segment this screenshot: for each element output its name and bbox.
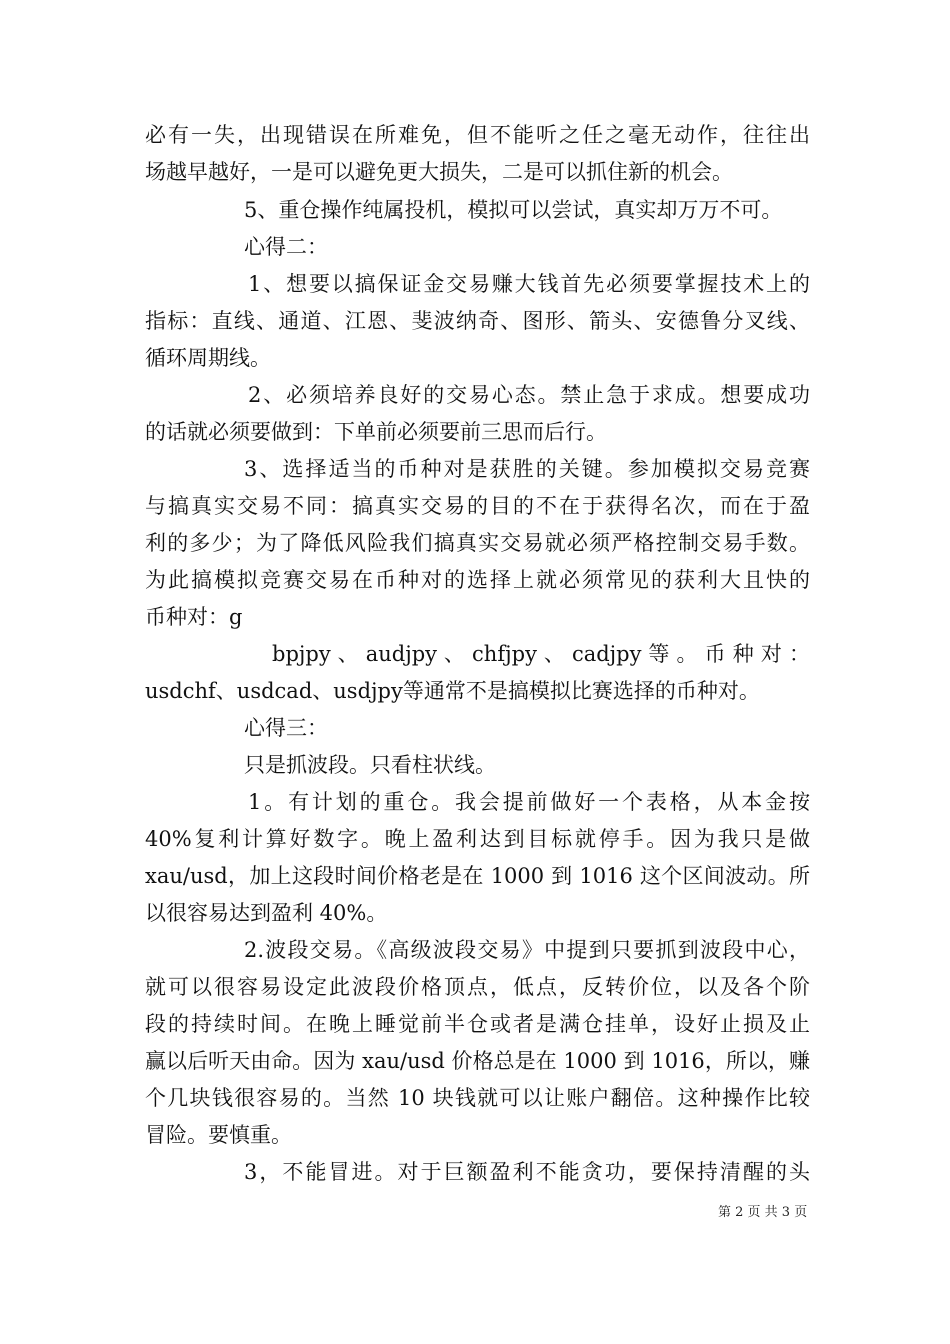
text-line: 场越早越好，一是可以避免更大损失，二是可以抓住新的机会。: [145, 160, 733, 184]
section-heading: 心得三：: [244, 716, 328, 740]
text-line: 5、重仓操作纯属投机，模拟可以尝试，真实却万万不可。: [244, 198, 783, 222]
text-line: 币种对：g: [145, 605, 243, 629]
text-line: bpjpy 、 audjpy 、 chfjpy 、 cadjpy 等 。 币 种 对 ：: [272, 642, 810, 666]
text-line: 40%复利计算好数字。晚上盈利达到目标就停手。因为我只是做: [145, 827, 810, 851]
text-line: 就可以很容易设定此波段价格顶点，低点，反转价位，以及各个阶: [145, 975, 810, 999]
text-line: 1、想要以搞保证金交易赚大钱首先必须要掌握技术上的: [248, 272, 810, 296]
text-line: 的话就必须要做到：下单前必须要前三思而后行。: [145, 420, 607, 444]
text-line: 冒险。要慎重。: [145, 1123, 292, 1147]
text-line: 个几块钱很容易的。当然 10 块钱就可以让账户翻倍。这种操作比较: [145, 1086, 810, 1110]
text-line: usdchf、usdcad、usdjpy等通常不是搞模拟比赛选择的币种对。: [145, 679, 760, 703]
text-line: 利的多少；为了降低风险我们搞真实交易就必须严格控制交易手数。: [145, 531, 810, 555]
text-line: 赢以后听天由命。因为 xau/usd 价格总是在 1000 到 1016，所以，赚: [145, 1049, 810, 1073]
text-line: 3，不能冒进。对于巨额盈利不能贪功，要保持清醒的头: [244, 1160, 810, 1184]
text-line: 只是抓波段。只看柱状线。: [244, 753, 496, 777]
text-line: 以很容易达到盈利 40%。: [145, 901, 388, 925]
text-line: 2.波段交易。《高级波段交易》中提到只要抓到波段中心，: [244, 938, 810, 962]
text-line: 指标：直线、通道、江恩、斐波纳奇、图形、箭头、安德鲁分叉线、: [145, 309, 810, 333]
text-line: 3、选择适当的币种对是获胜的关键。参加模拟交易竞赛: [244, 457, 810, 481]
text-line: 1。有计划的重仓。我会提前做好一个表格，从本金按: [248, 790, 810, 814]
text-line: 段的持续时间。在晚上睡觉前半仓或者是满仓挂单，设好止损及止: [145, 1012, 810, 1036]
section-heading: 心得二：: [244, 235, 328, 259]
text-line: xau/usd，加上这段时间价格老是在 1000 到 1016 这个区间波动。所: [145, 864, 810, 888]
text-line: 与搞真实交易不同：搞真实交易的目的不在于获得名次，而在于盈: [145, 494, 810, 518]
page-number-footer: 第 2 页 共 3 页: [718, 1205, 808, 1220]
text-line: 2、必须培养良好的交易心态。禁止急于求成。想要成功: [248, 383, 810, 407]
text-line: 循环周期线。: [145, 346, 271, 370]
text-line: 为此搞模拟竞赛交易在币种对的选择上就必须常见的获利大且快的: [145, 568, 810, 592]
text-line: 必有一失，出现错误在所难免，但不能听之任之毫无动作，往往出: [145, 123, 810, 147]
